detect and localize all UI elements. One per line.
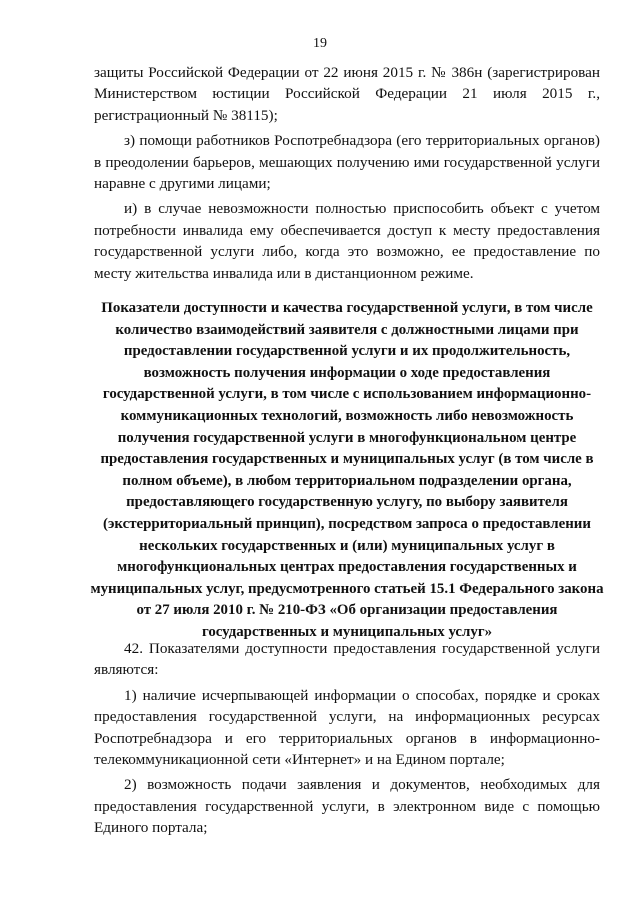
bottom-text-section xyxy=(94,638,600,839)
paragraph-42: 42. Показателями доступности предоставления государственной услуги являются: xyxy=(94,640,600,679)
paragraph-item-1: 1) наличие исчерпывающей информации о способах, порядке и сроках предоставления государственной услуги, на информационных ресурсах Роспотребнадзора и его территориальных органов в информационно-телекоммуникационной сети «Интернет» и на Едином портале; xyxy=(94,686,600,769)
paragraph-continuation: защиты Российской Федерации от 22 июня 2015 г. № 386н (зарегистрирован Министерством юстиции Российской Федерации 21 июля 2015 г., регистрационный № 38115); xyxy=(94,64,600,124)
top-text-section xyxy=(94,62,600,284)
page-number: 19 xyxy=(313,36,327,51)
section-heading: Показатели доступности и качества государственной услуги, в том числе количество взаимодействий заявителя с должностными лицами при предоставлении государственной услуги и их продолжительность, возможность получения информации о ходе предоставления государственной услуги, в том числе с использованием информационно-коммуникационных технологий, возможность либо невозможность получения государственной услуги в многофункциональном центре предоставления государственных и муниципальных услуг (в том числе в полном объеме), в любом территориальном подразделении органа, предоставляющего государственную услугу, по выбору заявителя (экстерриториальный принцип), посредством запроса о предоставлении нескольких государственных и (или) муниципальных услуг в многофункциональных центрах предоставления государственных и муниципальных услуг, предусмотренного статьей 15.1 Федерального закона от 27 июля 2010 г. № 210-ФЗ «Об организации предоставления государственных и муниципальных услуг» xyxy=(90,300,604,640)
paragraph-item-2: 2) возможность подачи заявления и документов, необходимых для предоставления государственной услуги, в электронном виде с помощью Единого портала; xyxy=(94,776,600,837)
paragraph-item-z: з) помощи работников Роспотребнадзора (его территориальных органов) в преодолении барьеров, мешающих получению ими государственной услуги наравне с другими лицами; xyxy=(94,132,600,193)
paragraph-item-i: и) в случае невозможности полностью приспособить объект с учетом потребности инвалида ему обеспечивается доступ к месту предоставления государственной услуги либо, когда это возможно, ее предоставление по месту жительства инвалида или в дистанционном режиме. xyxy=(94,200,600,282)
